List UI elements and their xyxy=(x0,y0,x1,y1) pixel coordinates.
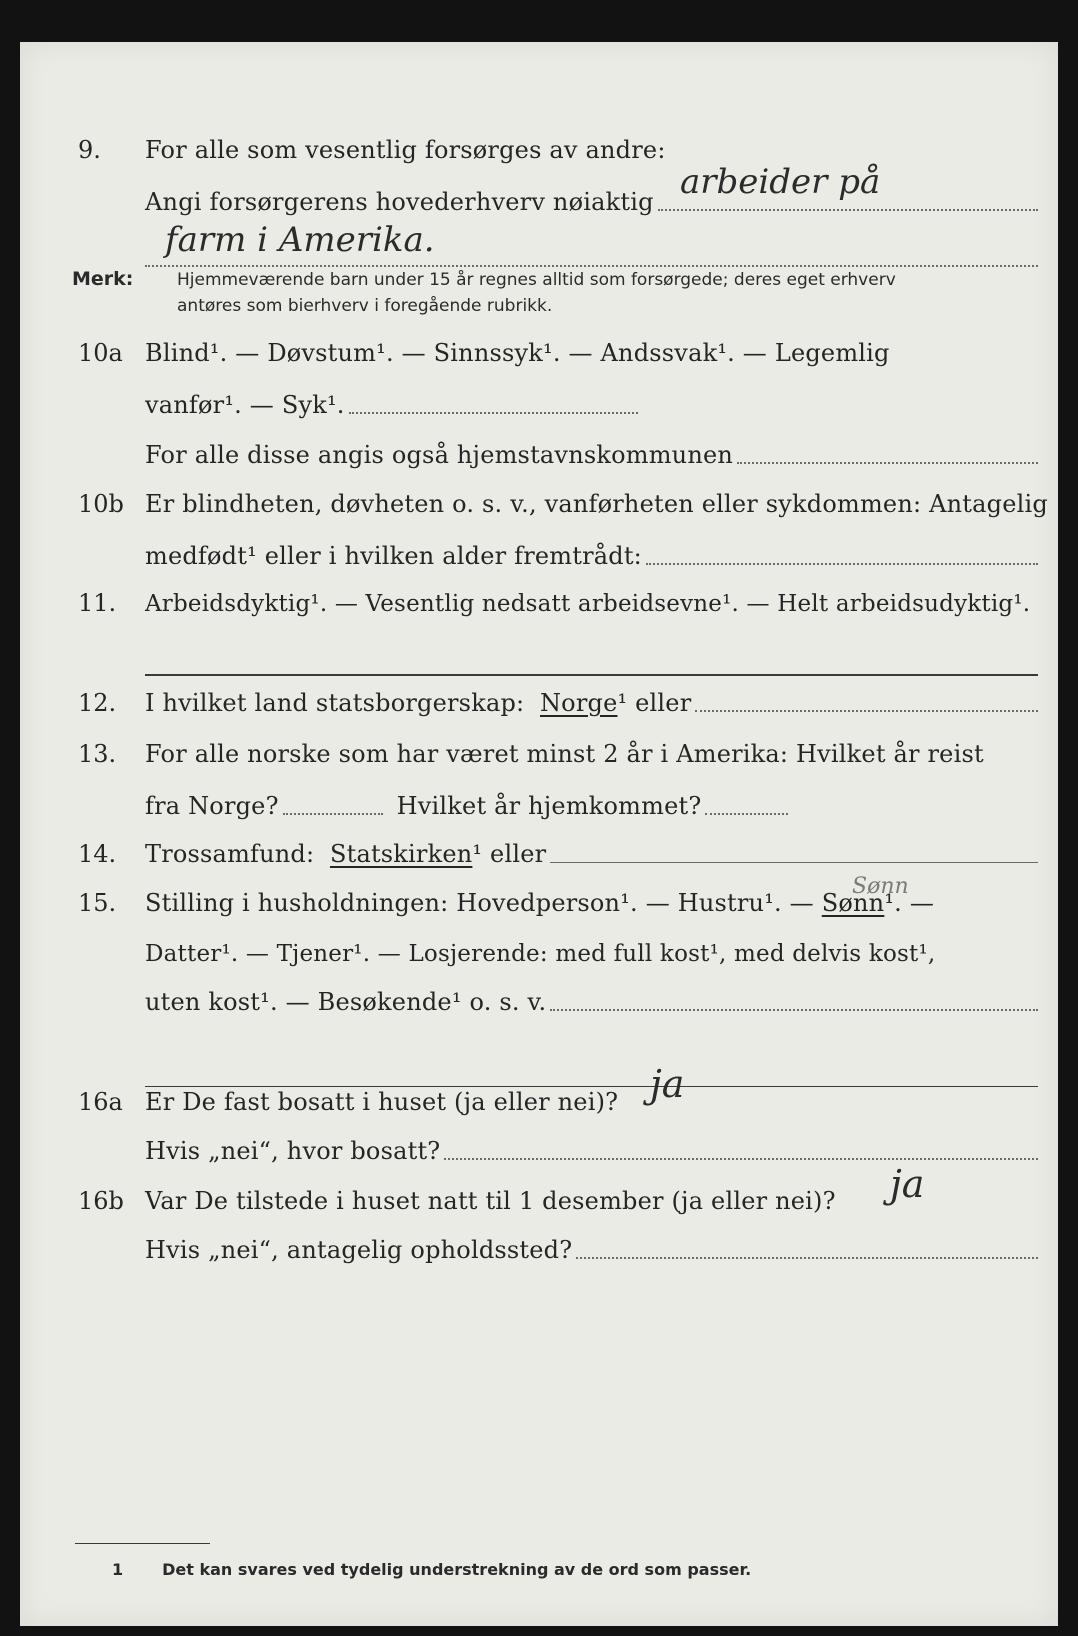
q9-answer-line-2 xyxy=(145,265,1038,267)
q15-row-3 xyxy=(20,982,1058,1022)
footnote-separator xyxy=(75,1543,210,1544)
q10a-row-3 xyxy=(20,435,1058,475)
q14-answer-line xyxy=(550,862,1038,863)
q9-text-2: Angi forsørgerens hovederhverv nøiaktig xyxy=(145,188,654,216)
q13-answer-line-1 xyxy=(283,813,383,815)
q16a-row-1 xyxy=(20,1082,1058,1122)
q10a-text-1: Blind¹. — Døvstum¹. — Sinnssyk¹. — Andssvak¹. — Legemlig xyxy=(145,339,890,367)
q16b-row-2 xyxy=(20,1230,1058,1270)
q15-margin-note: Sønn xyxy=(852,874,909,899)
q10a-text-3: For alle disse angis også hjemstavnskommunen xyxy=(145,441,734,469)
footnote-text: Det kan svares ved tydelig understrekning av de ord som passer. xyxy=(162,1560,752,1579)
q15-underlined-answer: Sønn xyxy=(821,889,885,917)
q15-row-2 xyxy=(20,933,1058,973)
q16b-number: 16b xyxy=(78,1187,124,1215)
q16b-text-1: Var De tilstede i huset natt til 1 desember (ja eller nei)? xyxy=(145,1187,836,1215)
q15-text-1c: ¹. — xyxy=(884,889,935,917)
q16b-handwritten-answer: ja xyxy=(890,1162,925,1206)
q16b-text-2: Hvis „nei“, antagelig opholdssted? xyxy=(145,1236,573,1264)
q9-row-1 xyxy=(20,130,1058,170)
q16a-handwritten-answer: ja xyxy=(650,1062,685,1106)
q13-answer-line-2 xyxy=(705,813,788,815)
q15-row-1 xyxy=(20,883,1058,923)
q14-row xyxy=(20,834,1058,874)
q14-number: 14. xyxy=(78,840,117,868)
q10a-answer-line-2 xyxy=(737,462,1038,464)
q11-number: 11. xyxy=(78,589,117,617)
q11-row xyxy=(20,583,1058,623)
footnote xyxy=(112,1560,751,1579)
q10b-text-2: medfødt¹ eller i hvilken alder fremtrådt: xyxy=(145,542,642,570)
q9-answer-line-1 xyxy=(658,209,1038,211)
q13-text-2b: Hvilket år hjemkommet? xyxy=(396,792,702,820)
merk-label: Merk: xyxy=(72,268,134,290)
q10b-row-2 xyxy=(20,536,1058,576)
q12-answer-line xyxy=(695,710,1038,712)
q15-text-1a: Stilling i husholdningen: Hovedperson¹. — Hustru¹. — xyxy=(145,889,814,917)
q12-text-post: ¹ eller xyxy=(617,689,692,717)
q10b-row-1 xyxy=(20,484,1058,524)
q13-row-1 xyxy=(20,734,1058,774)
q12-text-pre: I hvilket land statsborgerskap: xyxy=(145,689,525,717)
q15-number: 15. xyxy=(78,889,117,917)
q16a-text-1: Er De fast bosatt i huset (ja eller nei)? xyxy=(145,1088,619,1116)
q9-text-1: For alle som vesentlig forsørges av andre: xyxy=(145,136,666,164)
q16b-answer-line xyxy=(576,1257,1038,1259)
q13-text-2a: fra Norge? xyxy=(145,792,279,820)
q15-text-3: uten kost¹. — Besøkende¹ o. s. v. xyxy=(145,988,547,1016)
q16a-text-2: Hvis „nei“, hvor bosatt? xyxy=(145,1137,441,1165)
q16a-answer-line xyxy=(444,1158,1038,1160)
q10b-text-1: Er blindheten, døvheten o. s. v., vanførheten eller sykdommen: Antagelig xyxy=(145,490,1048,518)
q13-row-2 xyxy=(20,786,1058,826)
q16a-number: 16a xyxy=(78,1088,123,1116)
q10a-answer-line-1 xyxy=(349,412,638,414)
census-form-page xyxy=(20,42,1058,1626)
q12-row xyxy=(20,683,1058,723)
q13-text-1: For alle norske som har været minst 2 år i Amerika: Hvilket år reist xyxy=(145,740,984,768)
q12-number: 12. xyxy=(78,689,117,717)
merk-text-2: antøres som bierhverv i foregående rubrikk. xyxy=(177,296,553,316)
q10b-number: 10b xyxy=(78,490,124,518)
q10a-text-2: vanfør¹. — Syk¹. xyxy=(145,391,345,419)
q12-text xyxy=(145,689,691,717)
q11-text: Arbeidsdyktig¹. — Vesentlig nedsatt arbeidsevne¹. — Helt arbeidsudyktig¹. xyxy=(145,591,1031,617)
q9-number: 9. xyxy=(78,136,101,164)
footnote-mark: 1 xyxy=(112,1560,124,1579)
q15-answer-line xyxy=(550,1009,1038,1011)
q14-text-post: ¹ eller xyxy=(472,840,547,868)
q10b-answer-line xyxy=(646,563,1038,565)
q14-underlined-answer: Statskirken xyxy=(329,840,473,868)
merk-text-1: Hjemmeværende barn under 15 år regnes alltid som forsørgede; deres eget erhverv xyxy=(177,270,896,290)
q15-text-1 xyxy=(145,889,934,917)
q15-text-2: Datter¹. — Tjener¹. — Losjerende: med full kost¹, med delvis kost¹, xyxy=(145,941,936,967)
q9-handwritten-answer-2: farm i Amerika. xyxy=(165,220,435,260)
q14-text xyxy=(145,840,546,868)
q14-text-pre: Trossamfund: xyxy=(145,840,315,868)
q13-number: 13. xyxy=(78,740,117,768)
q10a-number: 10a xyxy=(78,339,123,367)
q9-handwritten-answer-1: arbeider på xyxy=(680,162,881,202)
q9-row-2 xyxy=(20,182,1058,222)
q12-underlined-answer: Norge xyxy=(539,689,618,717)
q10a-row-1 xyxy=(20,333,1058,373)
q11-answer-line xyxy=(145,674,1038,676)
q10a-row-2 xyxy=(20,385,1058,425)
